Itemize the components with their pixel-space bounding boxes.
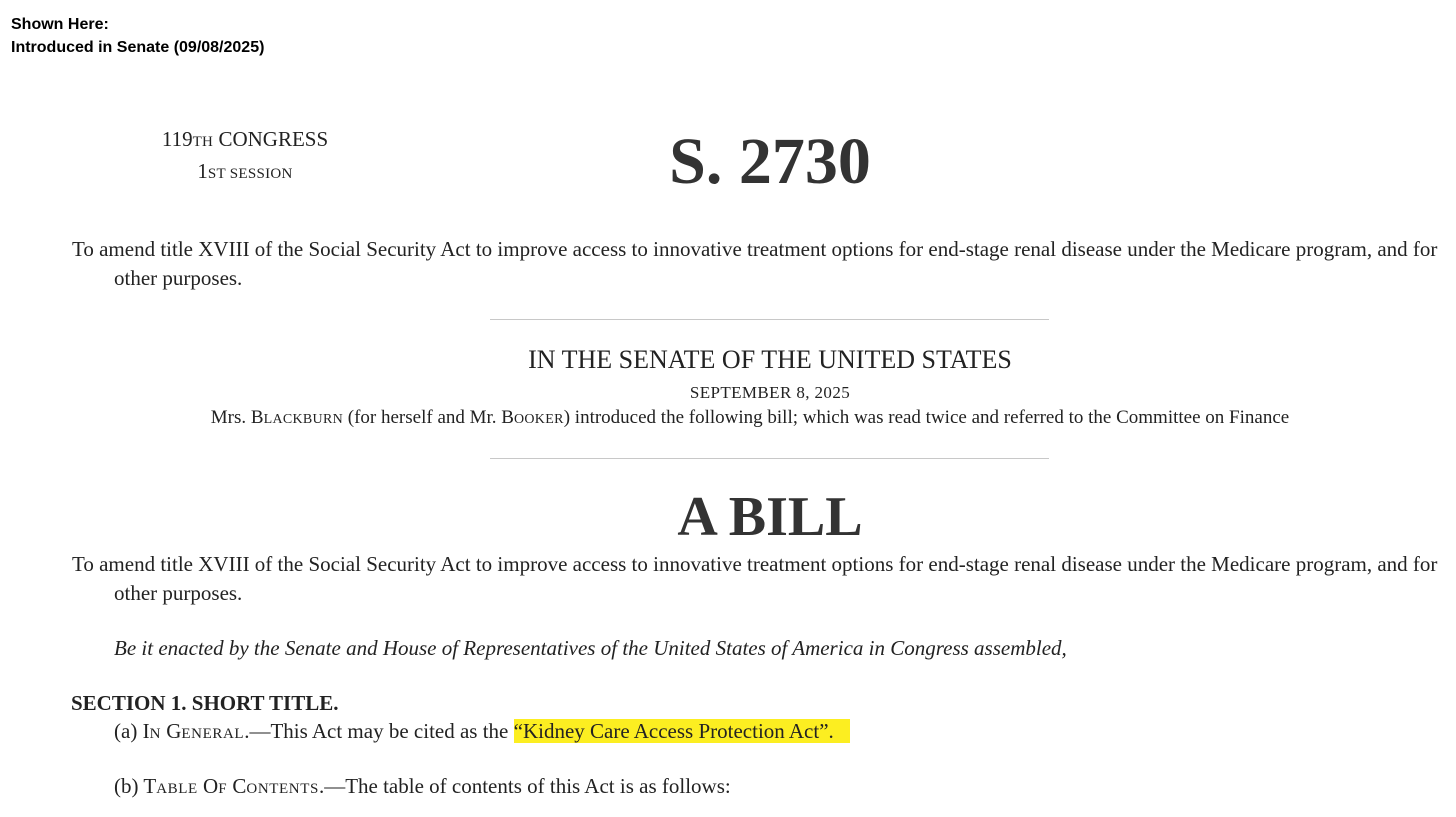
shown-here-label: Shown Here:	[11, 16, 109, 33]
congress-number: 119TH CONGRESS	[161, 127, 329, 151]
section-1-heading: SECTION 1. SHORT TITLE.	[71, 691, 339, 715]
divider-top	[490, 319, 1049, 320]
cosponsor-name: BOOKER	[501, 407, 564, 428]
divider-bottom	[490, 458, 1049, 459]
official-title-line2: other purposes.	[114, 266, 243, 290]
subsection-b-heading: TABLE OF CONTENTS.	[143, 774, 325, 798]
congress-session-block	[145, 125, 345, 189]
long-title-line2: other purposes.	[114, 581, 243, 605]
senate-heading: IN THE SENATE OF THE UNITED STATES	[528, 345, 1012, 374]
introduction-date: SEPTEMBER 8, 2025	[689, 383, 851, 402]
session-number: 1ST SESSION	[197, 159, 293, 183]
short-title-highlight: “Kidney Care Access Protection Act”.	[514, 719, 850, 743]
official-title	[72, 235, 1456, 293]
enacting-clause: Be it enacted by the Senate and House of Representatives of the United States of America in Congress assembled,	[114, 636, 1067, 660]
subsection-a: (a) IN GENERAL.—This Act may be cited as the “Kidney Care Access Protection Act”.	[114, 717, 850, 749]
official-title-line1: To amend title XVIII of the Social Security Act to improve access to innovative treatment options for end-stage renal disease under the Medicare program, and for	[72, 237, 1438, 261]
version-header	[11, 13, 264, 59]
a-bill-heading: A BILL	[677, 486, 863, 548]
long-title-line1: To amend title XVIII of the Social Security Act to improve access to innovative treatment options for end-stage renal disease under the Medicare program, and for	[72, 552, 1438, 576]
sponsor-name: BLACKBURN	[250, 407, 344, 428]
version-label: Introduced in Senate (09/08/2025)	[11, 39, 265, 56]
introduction-statement: Mrs. BLACKBURN (for herself and Mr. BOOKER) introduced the following bill; which was read twice and referred to the Committee on Finance	[210, 407, 1290, 428]
subsection-a-heading: IN GENERAL.	[142, 719, 250, 743]
subsection-b: (b) TABLE OF CONTENTS.—The table of contents of this Act is as follows:	[114, 774, 731, 798]
bill-number: S. 2730	[669, 125, 871, 198]
long-title	[72, 550, 1456, 608]
